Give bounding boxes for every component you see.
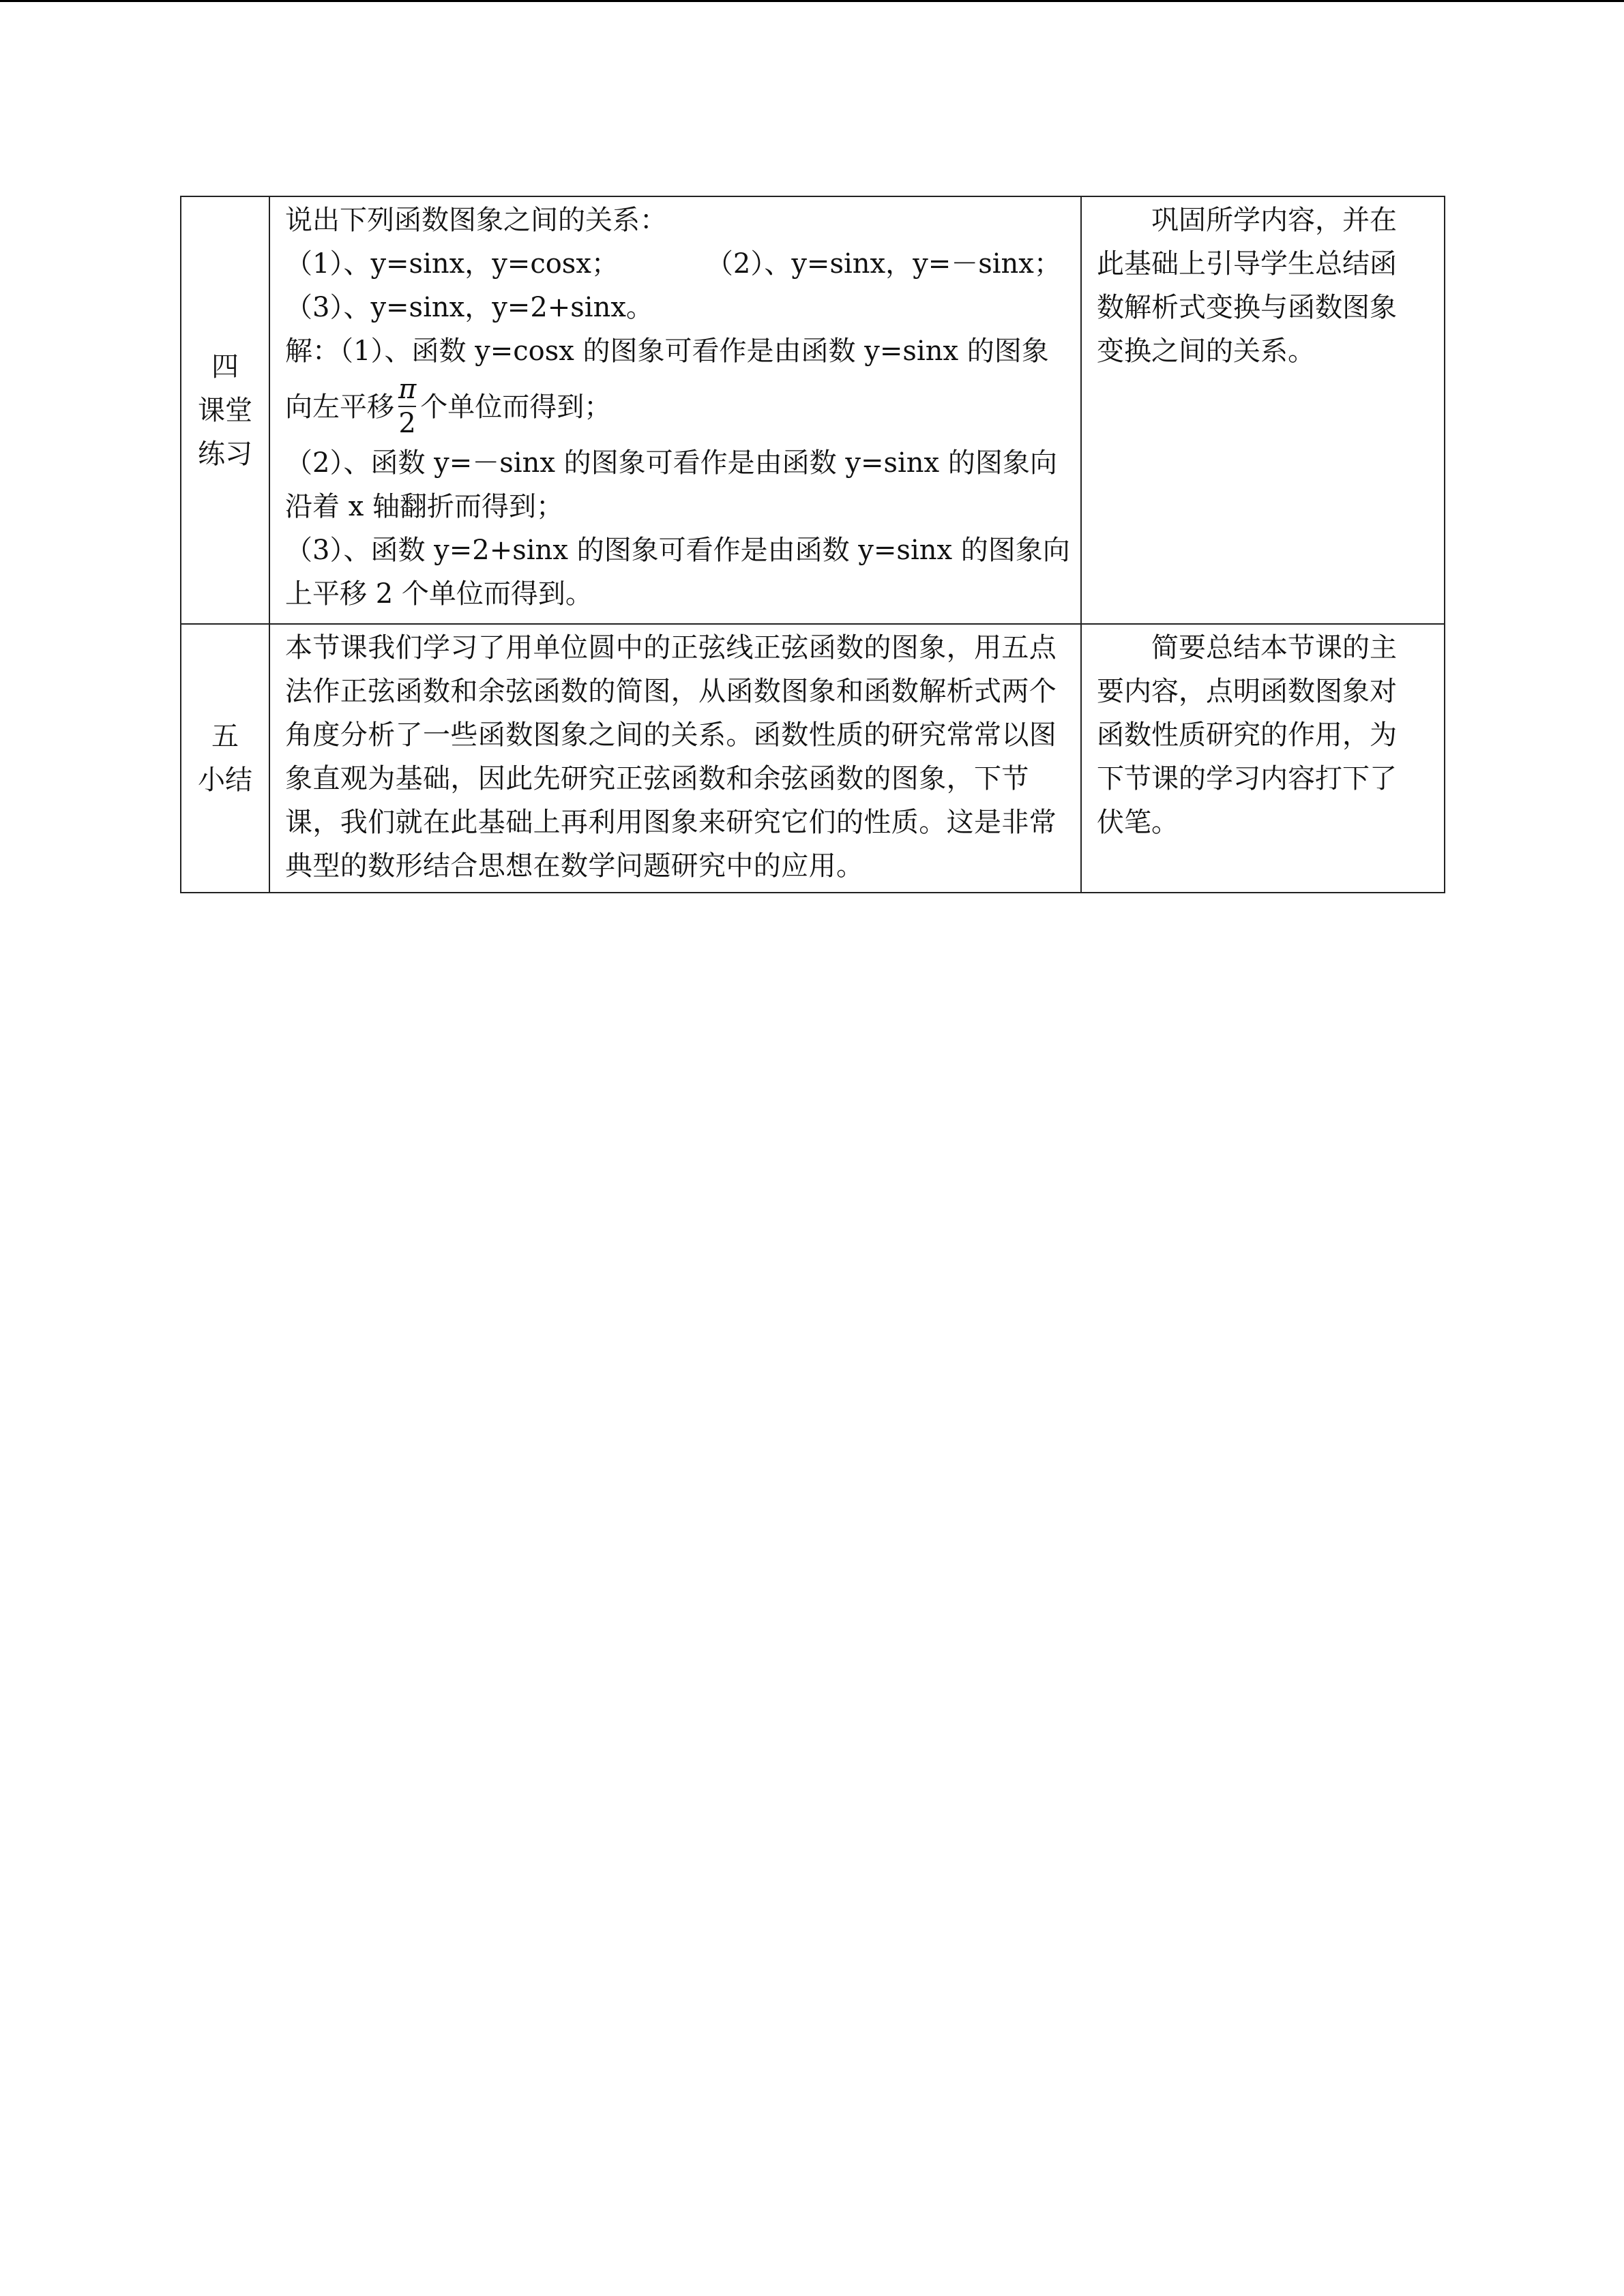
lesson-plan-table (180, 196, 1445, 893)
exercise-item-2: （2）、y=sinx，y=－sinx； (705, 248, 1061, 280)
exercise-item-3: （3）、y=sinx，y=2+sinx。 (285, 292, 653, 323)
exercise-items-row (285, 242, 1068, 286)
exercise-item-1: （1）、y=sinx，y=cosx； (285, 248, 619, 280)
answer-3-line-2: 上平移 2 个单位而得到。 (285, 578, 593, 610)
fraction-bar (398, 406, 416, 407)
answer-2-line-2: 沿着 x 轴翻折而得到； (285, 491, 563, 522)
fraction-numerator: π (398, 374, 417, 405)
phase-name: 练习 (198, 438, 252, 470)
answer-2-line-1: （2）、函数 y=－sinx 的图象可看作是由函数 y=sinx 的图象向 (285, 447, 1057, 479)
intent-cell-practice (1081, 196, 1445, 624)
phase-cell-summary (181, 624, 269, 893)
fraction-denominator: 2 (398, 408, 416, 439)
answer-1-line-1: 解：（1）、函数 y=cosx 的图象可看作是由函数 y=sinx 的图象 (285, 336, 1049, 367)
lesson-plan-page (180, 196, 1444, 893)
phase-number: 五 (211, 721, 239, 752)
answer-1-shift-text: 向左平移 (285, 391, 394, 423)
phase-name: 小结 (198, 764, 252, 796)
design-intent-text: 巩固所学内容，并在此基础上引导学生总结函数解析式变换与函数图象变换之间的关系。 (1097, 205, 1397, 367)
page-top-border (0, 0, 1624, 2)
answer-1-tail-text: 个单位而得到； (420, 391, 612, 423)
phase-number: 四 (211, 351, 239, 383)
table-row-practice (181, 196, 1445, 624)
intent-cell-summary (1081, 624, 1445, 893)
table-row-summary (181, 624, 1445, 893)
design-intent-text: 简要总结本节课的主要内容，点明函数图象对函数性质研究的作用，为下节课的学习内容打下了伏笔。 (1097, 632, 1397, 838)
summary-text: 本节课我们学习了用单位圆中的正弦线正弦函数的图象，用五点法作正弦函数和余弦函数的简图，从函数图象和函数解析式两个角度分析了一些函数图象之间的关系。函数性质的研究常常以图象直观为基础，因此先研究正弦函数和余弦函数的图象，下节课，我们就在此基础上再利用图象来研究它们的性质。这是非常典型的数形结合思想在数学问题研究中的应用。 (285, 632, 1057, 882)
exercise-prompt: 说出下列函数图象之间的关系： (285, 205, 667, 236)
pi-over-two-fraction (398, 374, 416, 438)
answer-1-line-2 (285, 373, 1068, 441)
answer-3-line-1: （3）、函数 y=2+sinx 的图象可看作是由函数 y=sinx 的图象向 (285, 535, 1070, 566)
content-cell-practice (269, 196, 1081, 624)
phase-cell-practice (181, 196, 269, 624)
phase-name: 课堂 (198, 394, 252, 426)
content-cell-summary (269, 624, 1081, 893)
